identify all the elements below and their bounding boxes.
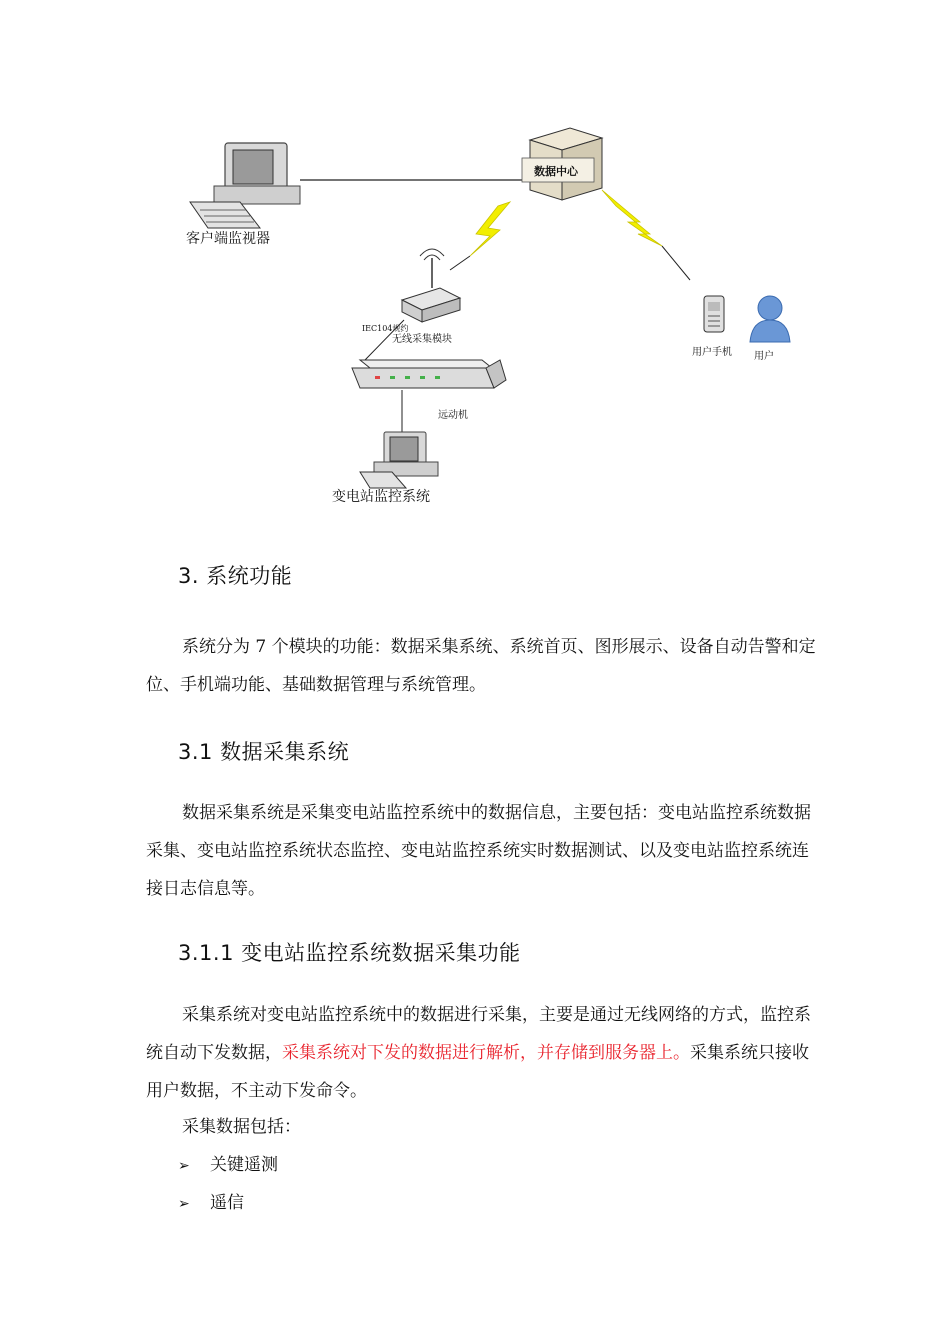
section-3-heading: 3. 系统功能	[178, 564, 293, 588]
data-center-label: 数据中心	[534, 165, 578, 178]
user-label: 用户	[754, 351, 774, 362]
section-3-1-heading: 3.1 数据采集系统	[178, 740, 350, 764]
body-text-part-a: 采集系统对变电站监控系统中的数据进行采集，主要是通过无线网络的方式，监控系统自动下发数据，	[146, 1005, 811, 1063]
diagram-graphics	[170, 110, 810, 530]
collect-intro: 采集数据包括：	[182, 1117, 301, 1137]
wireless-module-label: 无线采集模块	[392, 334, 452, 345]
user-person-icon	[750, 296, 790, 342]
bullet-item	[178, 1184, 244, 1223]
section-3-body: 系统分为 7 个模块的功能：数据采集系统、系统首页、图形展示、设备自动告警和定位、手机端功能、基础数据管理与系统管理。	[146, 637, 816, 695]
bullet-text: 遥信	[210, 1193, 244, 1213]
section-3-1-1-body	[146, 996, 816, 1110]
arrow-bullet-icon: ➢	[178, 1158, 190, 1174]
section-3-1-body: 数据采集系统是采集变电站监控系统中的数据信息，主要包括：变电站监控系统数据采集、变电站监控系统状态监控、变电站监控系统实时数据测试、以及变电站监控系统连接日志信息等。	[146, 803, 811, 899]
bullet-text: 关键遥测	[210, 1155, 278, 1175]
mobile-phone-icon	[704, 296, 724, 332]
body-text-part-b: 采集系统只接收用户数据，不主动下发命令。	[146, 1043, 809, 1101]
highlighted-text: 采集系统对下发的数据进行解析，并存储到服务器上。	[282, 1043, 690, 1063]
network-diagram	[170, 110, 810, 530]
arrow-bullet-icon: ➢	[178, 1196, 190, 1212]
lightning-bolt-left	[470, 202, 510, 256]
section-3-1-1-heading: 3.1.1 变电站监控系统数据采集功能	[178, 941, 521, 965]
mobile-phone-label: 用户手机	[692, 347, 732, 358]
substation-label: 变电站监控系统	[332, 489, 430, 505]
client-computer-icon	[190, 143, 300, 228]
module-protocol-label: IEC104规约	[362, 324, 409, 333]
lightning-bolt-right	[602, 190, 662, 246]
wireless-module-icon	[402, 249, 460, 322]
rtu-device-icon	[352, 360, 506, 388]
bullet-item	[178, 1146, 278, 1185]
rtu-label: 远动机	[438, 410, 468, 421]
substation-computer-icon	[360, 432, 438, 488]
client-monitor-label: 客户端监视器	[186, 231, 270, 247]
